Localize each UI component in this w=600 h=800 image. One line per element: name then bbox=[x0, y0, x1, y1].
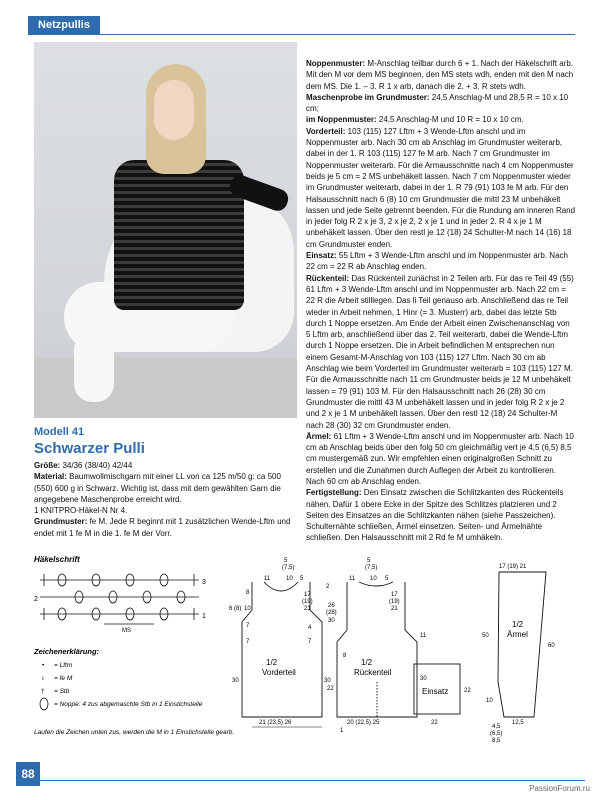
rueckenteil-r1: 17 bbox=[391, 592, 398, 598]
einsatz-label: Einsatz bbox=[422, 687, 449, 696]
section-tab: Netzpullis bbox=[28, 16, 100, 34]
vorderteil-h1: 8 bbox=[246, 590, 250, 596]
paragraph-size: Größe: 34/36 (38/40) 42/44 bbox=[34, 461, 133, 470]
repeat-label: MS bbox=[122, 628, 131, 634]
vorderteil-h2b: 10 bbox=[244, 606, 251, 612]
photo-sweater bbox=[114, 160, 244, 310]
diagram-aermel bbox=[498, 572, 546, 717]
rueckenteil-h4: 30 bbox=[328, 618, 335, 624]
aermel-bottom: 12,5 bbox=[512, 720, 524, 726]
paragraph-grundmuster: Grundmuster: fe M. Jede R beginnt mit 1 zusätzlichen Wende-Lftm und endet mit 1 fe M in die 1. fe M der Vorr. bbox=[34, 517, 291, 538]
rueckenteil-label: Rückenteil bbox=[354, 668, 392, 677]
aermel-bottom-4: 8,5 bbox=[492, 738, 501, 744]
vorderteil-side-right: 30 bbox=[324, 678, 331, 684]
photo-face bbox=[154, 80, 194, 140]
rueckenteil-marker: 1 bbox=[340, 728, 344, 734]
model-name: Schwarzer Pulli bbox=[34, 440, 145, 457]
photo-leg bbox=[74, 332, 114, 402]
vorderteil-label: Vorderteil bbox=[262, 668, 296, 677]
aermel-half: 1/2 bbox=[512, 620, 524, 629]
legend-fem: ı bbox=[42, 675, 44, 682]
vorderteil-r1: 17 bbox=[304, 592, 311, 598]
legend-fem-label: = fe M bbox=[54, 675, 73, 682]
vorderteil-top-2: (7,5) bbox=[282, 565, 295, 571]
vorderteil-h3: 7 bbox=[246, 623, 250, 629]
header-rule bbox=[28, 34, 575, 35]
crochet-chart bbox=[40, 574, 199, 624]
aermel-label: Ärmel bbox=[507, 630, 528, 639]
vorderteil-half: 1/2 bbox=[266, 658, 278, 667]
rueckenteil-side-3: 30 bbox=[420, 676, 427, 682]
rueckenteil-top-1: 5 bbox=[367, 558, 371, 564]
vorderteil-h2: 6 (8) bbox=[229, 606, 242, 612]
footer-rule bbox=[40, 780, 585, 781]
aermel-right: 60 bbox=[548, 643, 555, 649]
diagram-rueckenteil bbox=[337, 582, 417, 717]
rueckenteil-bottom: 20 (22,5) 25 bbox=[347, 720, 380, 726]
rueckenteil-side-1: 8 bbox=[343, 653, 347, 659]
vorderteil-r5: 7 bbox=[308, 639, 312, 645]
legend-lftm: • bbox=[42, 662, 45, 669]
paragraph-rueckenteil: Rückenteil: Das Rückenteil zunächst in 2 Teilen arb. Für das re Teil 49 (55) 61 Lftm + 3 Wende-Lftm anschl und im Noppenmuster arb. Nach 22 cm = 22 R die Arbeit stilllegen. Das li Teil genauso arb. Anschließend das re Teil wieder in Arbeit nehmen, 1 Hinr (= 3. Musterr) arb, dabei das letzte Stb durch 1 Noppe ersetzen. Am Ende der Arbeit einen Zwischenanschlag von 5 Lftm arb, anschließend über das 2. Teil weiterarb, dabei die Wende-Lftm durch 1 Noppe ersetzen. Die in Arbeit befindlichen M entsprechen nun einem Gesamt-M-Anschlag von 103 (115) 127 Lftm. Nach 30 cm ab Anschlag wie beim Vorderteil im Grundmuster weiterarb = 103 (115) 127 M. Für die Armausschnitte nach 11 cm Grundmuster beids je 12 M unbehäkelt lassen = 79 (91) 103 M. Für den Halsausschnitt nach 26 (28) 30 cm Grundmuster die mittl 43 M unbehäkelt lassen und in jeder folg R 2 x je 2 und 2 x je 1 M unbehäkelt lassen. Über den restl 12 (18) 24 Schulter-M nach 28 (30) 32 cm Grundmuster enden. bbox=[306, 273, 574, 430]
paragraph-maschenprobe-noppen: im Noppenmuster: 24,5 Anschlag-M und 10 R = 10 x 10 cm. bbox=[306, 115, 524, 125]
vorderteil-r2: (19) bbox=[302, 599, 313, 605]
rueckenteil-r3: 21 bbox=[391, 606, 398, 612]
einsatz-bottom: 22 bbox=[431, 720, 438, 726]
vorderteil-shoulder: 11 bbox=[264, 576, 271, 582]
rueckenteil-r4: 11 bbox=[420, 633, 427, 639]
legend-lftm-label: = Lftm bbox=[54, 662, 73, 669]
pattern-diagrams bbox=[34, 552, 584, 762]
rueckenteil-top-2: (7,5) bbox=[365, 565, 378, 571]
vorderteil-h4: 7 bbox=[246, 639, 250, 645]
aermel-bottom-2: 4,5 bbox=[492, 724, 501, 730]
paragraph-maschenprobe: Maschenprobe im Grundmuster: 24,5 Anschlag-M und 28,5 R = 10 x 10 cm; bbox=[306, 92, 569, 114]
legend-noppe-label: = Noppe: 4 zus abgemaschte Stb in 1 Einstichstelle bbox=[54, 701, 203, 708]
rueckenteil-side-2: 22 bbox=[327, 686, 334, 692]
vorderteil-top-3: 10 bbox=[286, 576, 293, 582]
einsatz-side: 22 bbox=[464, 688, 471, 694]
noppe-icon bbox=[40, 698, 48, 710]
rueckenteil-h2: 26 bbox=[328, 603, 335, 609]
paragraph-fertigstellung: Fertigstellung: Den Einsatz zwischen die Schlitzkanten des Rückenteils nähen. Dafür 1 obere Ecke in der Spitze des Schlitzes platzieren und 2 Seiten des Einsatzes an die Schlitzkanten nähen (siehe Passzeichen). Schulternähte schließen, Ärmel einsetzen. Seiten- und Ärmelnähte schließen. Den Halsausschnitt mit 2 Rd fe M umhäkeln. bbox=[306, 488, 564, 543]
rueckenteil-shoulder-2: 5 bbox=[385, 576, 389, 582]
model-label: Modell 41 bbox=[34, 426, 85, 438]
chart-title: Häkelschrift bbox=[34, 555, 80, 564]
paragraph-aermel: Ärmel: 61 Lftm + 3 Wende-Lftm anschl und im Noppenmuster arb. Nach 10 cm ab Anschlag beids über den folg 50 cm gleichmäßig vert je 4,5 (6,5) 8,5 cm mustergemäß zun. Wir empfehlen einen originalgroßen Schnitt zu erstellen und die Zunahmen durch Auflegen der Arbeit zu kontrollieren. Nach 60 cm ab Anschlag enden. bbox=[306, 431, 574, 486]
rueckenteil-shoulder: 11 bbox=[349, 576, 356, 582]
vorderteil-shoulder-2: 5 bbox=[300, 576, 304, 582]
model-photo bbox=[34, 42, 297, 418]
aermel-top: 17 (19) 21 bbox=[499, 564, 527, 570]
paragraph-noppenmuster: Noppenmuster: M-Anschlag teilbar durch 6 + 1. Nach der Häkelschrift arb. Mit den M vor dem MS beginnen, den MS stets wdh, enden mit den M nach dem MS. Die 1. – 3. R 1 x arb, danach die 2. + 3. R stets wdh. bbox=[306, 59, 574, 91]
legend-title: Zeichenerklärung: bbox=[34, 647, 100, 656]
paragraph-material: Material: Baumwollmischgarn mit einer LL von ca 125 m/50 g: ca 500 (550) 600 g in Schwarz. Wichtig ist, dass mit dem gewählten Garn die angegebene Maschenprobe erreicht wird. bbox=[34, 472, 281, 504]
vorderteil-r4: 4 bbox=[308, 625, 312, 631]
vorderteil-r3: 21 bbox=[304, 606, 311, 612]
aermel-left-2: 10 bbox=[486, 698, 493, 704]
legend-stb: † bbox=[41, 688, 45, 695]
row-label-3: 3 bbox=[202, 579, 206, 586]
vorderteil-side-left: 30 bbox=[232, 678, 239, 684]
row-label-2: 2 bbox=[34, 596, 38, 603]
vorderteil-bottom: 21 (23,5) 26 bbox=[259, 720, 292, 726]
aermel-bottom-3: (6,5) bbox=[490, 731, 503, 737]
left-instructions bbox=[34, 460, 297, 539]
row-label-1: 1 bbox=[202, 613, 206, 620]
legend-stb-label: = Stb bbox=[54, 688, 70, 695]
page-number: 88 bbox=[16, 762, 40, 786]
right-instructions bbox=[306, 58, 576, 544]
paragraph-einsatz: Einsatz: 55 Lftm + 3 Wende-Lftm anschl und im Noppenmuster arb. Nach 22 cm = 22 R ab Anschlag enden. bbox=[306, 251, 568, 272]
paragraph-vorderteil: Vorderteil: 103 (115) 127 Lftm + 3 Wende-Lftm anschl und im Noppenmuster arb. Nach 30 cm ab Anschlag im Grundmuster weiterarb, dabei in der 1. R 103 (115) 127 fe M arb. Nach 7 cm Grundmuster im Noppenmuster weiterarb. Für die Armausschnitte nach 4 cm Noppenmuster beids je 5 cm = 2 MS unbehäkelt lassen. Nach 7 cm Noppenmuster wieder im Grundmuster weiterarb, dabei in der 1. R 79 (91) 103 fe M arb. Für den Halsausschnitt nach 6 (8) 10 cm Grundmuster die mittl 23 M unbehäkelt lassen und jede Seite getrennt beenden. Für die Rundung am inneren Rand in jeder folg R 2 x je 3, 2 x je 2, 2 x je 1 und in jeder 2. R 4 x je 1 M unbehäkelt lassen. Über den restl je 12 (18) 24 Schulter-M nach 14 (16) 18 cm Grundmuster enden. bbox=[306, 126, 576, 249]
aermel-left: 50 bbox=[482, 633, 489, 639]
watermark: PassionForum.ru bbox=[529, 784, 590, 793]
vorderteil-top-1: 5 bbox=[284, 558, 288, 564]
rueckenteil-h3: (28) bbox=[326, 610, 337, 616]
chart-note: Laufen die Zeichen unten zus, werden die M in 1 Einstichstelle gearb. bbox=[34, 729, 235, 736]
rueckenteil-r2: (19) bbox=[389, 599, 400, 605]
paragraph-hook: 1 KNITPRO-Häkel-N Nr 4. bbox=[34, 506, 128, 516]
rueckenteil-half: 1/2 bbox=[361, 658, 373, 667]
rueckenteil-top-3: 10 bbox=[370, 576, 377, 582]
rueckenteil-h1: 2 bbox=[326, 584, 330, 590]
